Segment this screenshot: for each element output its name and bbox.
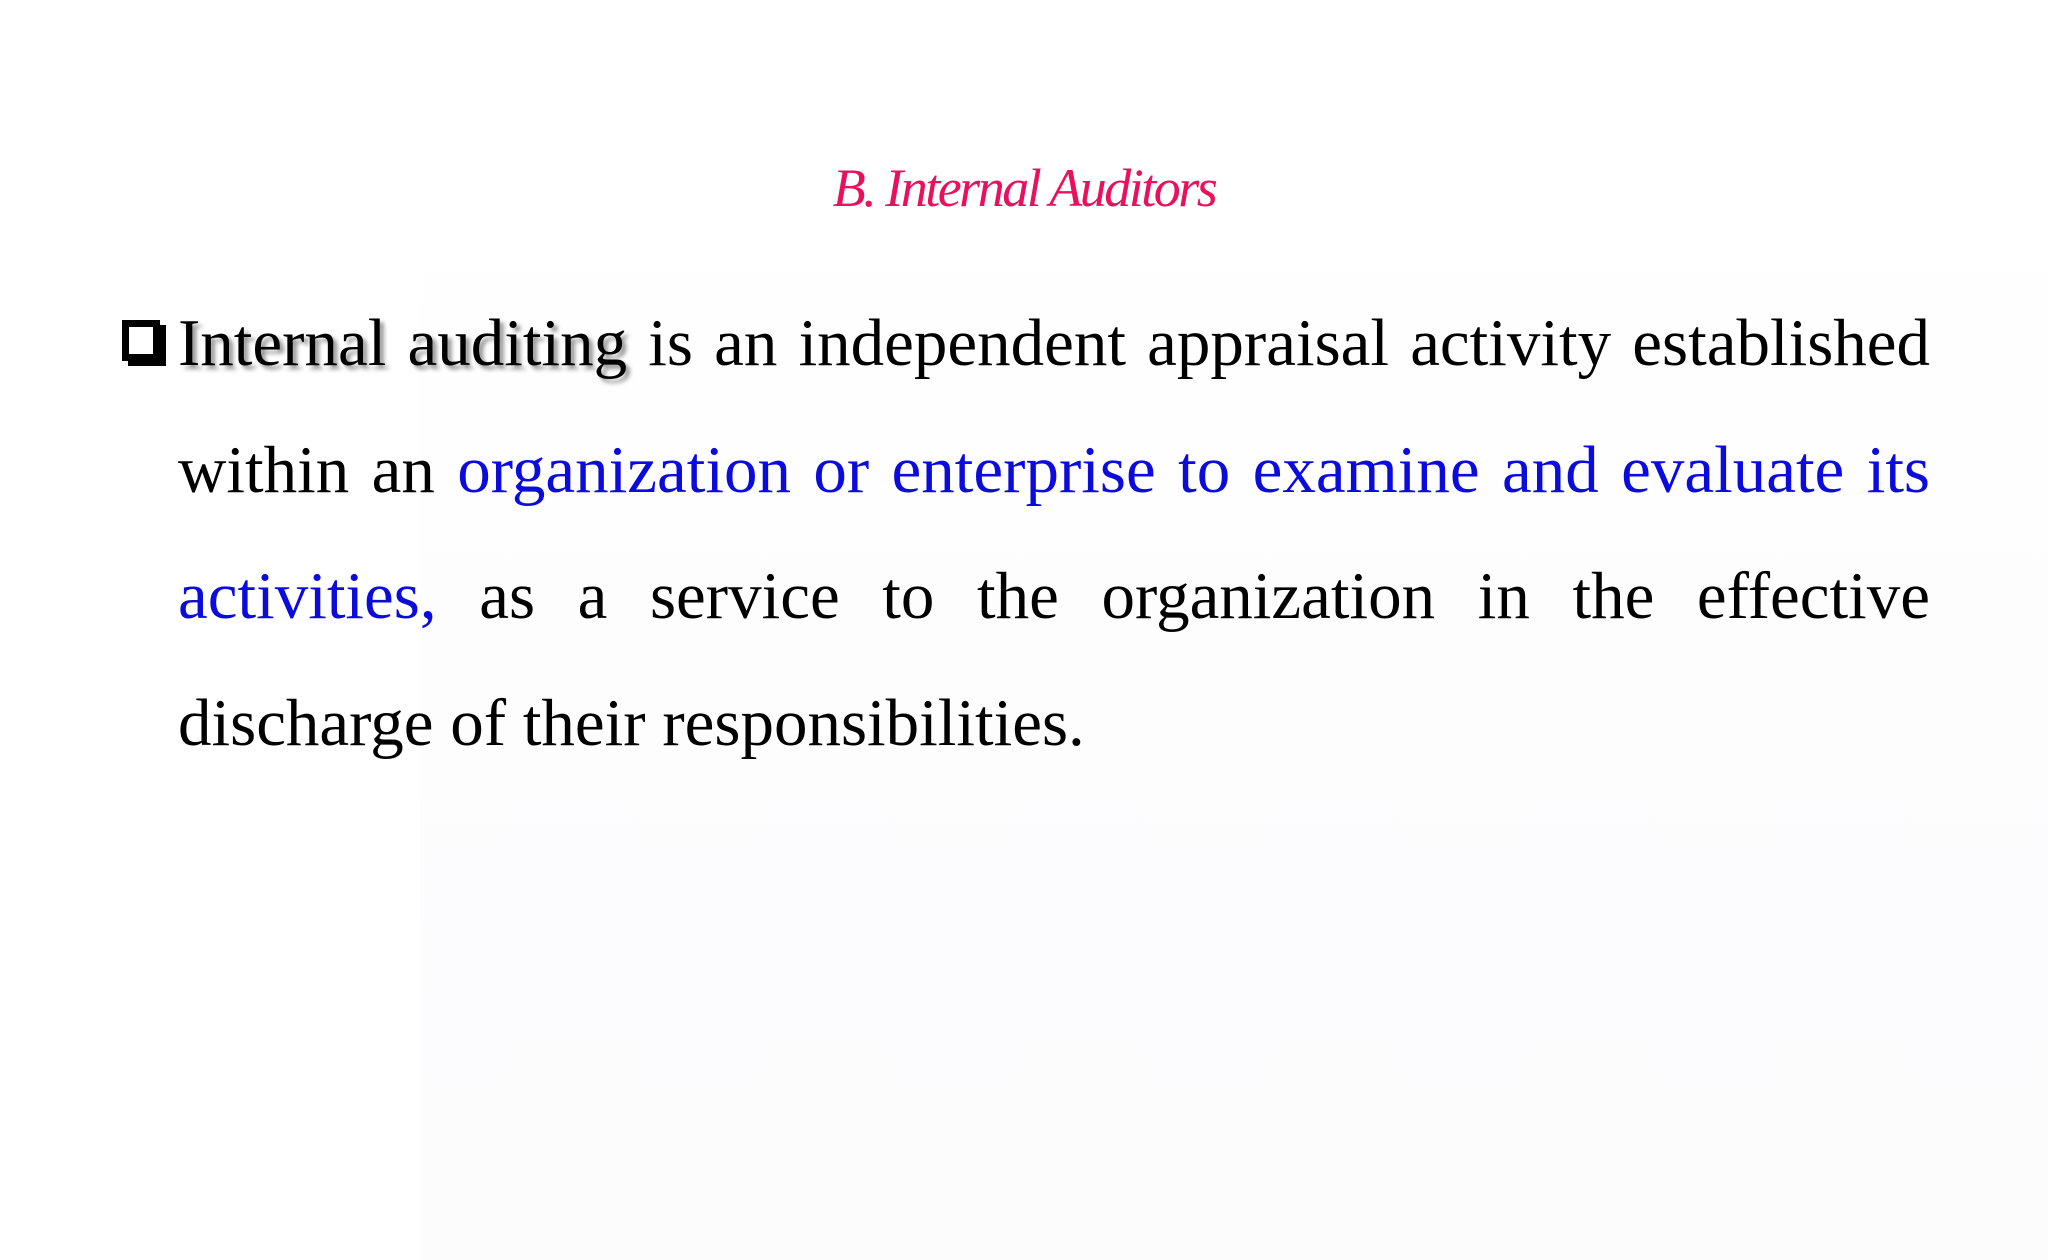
bullet-paragraph [178,280,1930,786]
paragraph-text-2: as a service to the organization in the effective discharge of their responsibilities. [178,559,1930,760]
hollow-square-bullet-icon [122,320,160,361]
term-internal: Internal [178,306,387,380]
highlighted-text: organization or enterprise to examine and evaluate its activities, [178,432,1931,633]
paragraph-text-1: is an independent appraisal activity established within an [178,306,1931,507]
term-space [386,306,407,380]
term-auditing: auditing [407,306,628,380]
slide-title: B. Internal Auditors [832,158,1216,218]
